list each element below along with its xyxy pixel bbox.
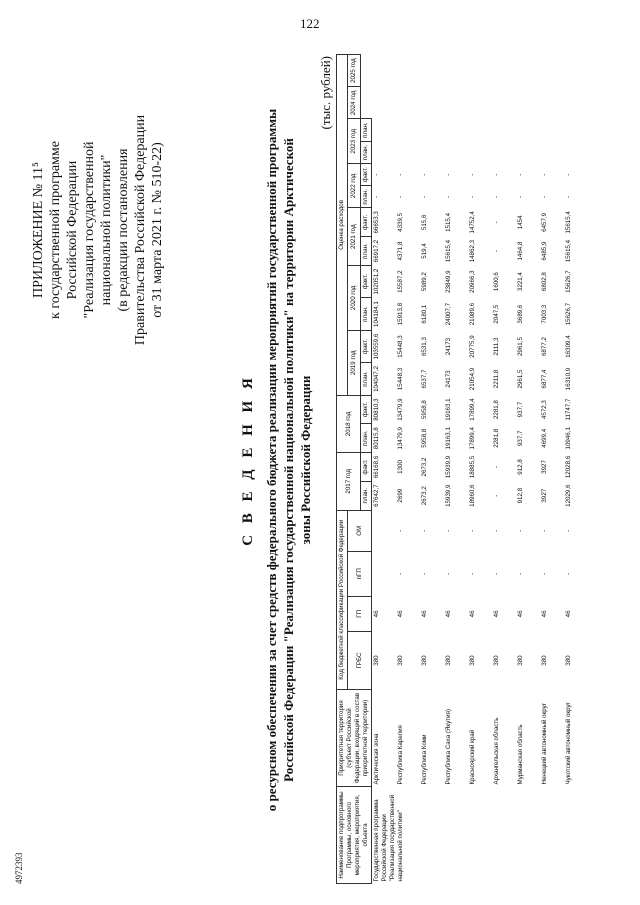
value-cell	[516, 141, 540, 163]
table-row	[564, 55, 588, 884]
header-kbk: Код бюджетной классификации Российской Федерации	[337, 510, 348, 689]
value-cell: -	[373, 195, 380, 198]
value-cell: 2673,2	[421, 457, 428, 477]
value-cell: 12028,6	[565, 455, 572, 479]
title-line: Российской Федерации "Реализация государственной национальной политики" на территории Арктической	[281, 138, 296, 782]
header-plan: план.	[361, 119, 372, 141]
landscape-page	[0, 30, 640, 890]
value-cell: 66653,3	[373, 211, 380, 234]
om-cell: -	[445, 529, 452, 532]
value-cell: 15626,7	[565, 270, 572, 293]
table-row	[492, 55, 516, 884]
value-cell: 16309,4	[565, 335, 572, 358]
gp-cell: 46	[469, 610, 476, 618]
value-cell: 2961,5	[517, 337, 524, 357]
value-cell	[468, 119, 492, 141]
header-plan: план.	[361, 141, 372, 163]
value-cell: 15913,8	[397, 302, 404, 326]
header-grbs: ГРБС	[348, 632, 372, 690]
value-cell: 2111,3	[493, 337, 500, 356]
value-cell: 19163,1	[445, 398, 452, 421]
header-fact: факт.	[361, 164, 372, 186]
value-cell: 15615,4	[565, 239, 572, 263]
document-code: 4972393	[14, 852, 24, 884]
value-cell	[372, 119, 397, 141]
appendix-line: "Реализация государственной	[82, 141, 97, 319]
value-cell: 13479,9	[397, 427, 404, 450]
territory-cell: Арктическая зона	[373, 733, 380, 785]
header-fact: факт.	[361, 395, 372, 424]
value-cell: 24173	[445, 370, 452, 388]
territory-cell: Республика Карелия	[397, 725, 404, 785]
value-cell	[540, 119, 564, 141]
value-cell: 1600,6	[493, 272, 500, 292]
pgp-cell: -	[397, 572, 404, 575]
value-cell	[444, 141, 468, 163]
header-territory: Приоритетная территория (субъект Российской Федерации, входящий в состав приоритетной территории)	[337, 690, 372, 787]
territory-cell: Ненецкий автономный округ	[541, 703, 548, 785]
value-cell: 937,7	[517, 430, 524, 447]
value-cell: 18885,5	[469, 455, 476, 479]
value-cell: 3927	[541, 460, 548, 474]
appendix-line: от 31 марта 2021 г. № 510-22)	[150, 142, 165, 318]
value-cell: 15626,7	[565, 302, 572, 326]
grbs-cell: 380	[445, 655, 452, 666]
value-cell: 937,7	[517, 401, 524, 418]
grbs-cell: 380	[421, 655, 428, 666]
value-cell: 2673,2	[421, 486, 428, 506]
pgp-cell: -	[565, 572, 572, 575]
value-cell	[564, 119, 588, 141]
territory-cell: Архангельская область	[493, 717, 500, 785]
value-cell	[540, 141, 564, 163]
gp-cell: 46	[421, 610, 428, 618]
gp-cell: 46	[373, 610, 380, 618]
value-cell: -	[541, 195, 548, 198]
appendix-line: ПРИЛОЖЕНИЕ № 11⁵	[31, 162, 46, 298]
value-cell	[444, 119, 468, 141]
value-cell: 13479,9	[397, 398, 404, 421]
appendix-line: (в редакции постановления	[116, 148, 131, 312]
value-cell: 6537,7	[421, 369, 428, 389]
value-cell: -	[469, 173, 476, 176]
title-line: зоны Российской Федерации	[298, 375, 313, 545]
value-cell: 6457,9	[541, 212, 548, 232]
resource-table	[336, 54, 588, 884]
om-cell: -	[517, 529, 524, 532]
value-cell: 5958,8	[421, 400, 428, 420]
value-cell: -	[493, 173, 500, 176]
header-year: 2023 год	[348, 119, 361, 164]
territory-cell: Чукотский автономный округ	[565, 702, 572, 785]
value-cell: 2047,5	[493, 304, 500, 324]
table-row	[444, 55, 468, 884]
gp-cell: 46	[445, 610, 452, 618]
territory-cell: Красноярский край	[469, 729, 476, 785]
table-row	[396, 55, 420, 884]
value-cell: 1300	[397, 460, 404, 474]
appendix-line: национальной политики"	[99, 154, 114, 306]
territory-cell: Республика Саха (Якутия)	[445, 708, 452, 785]
value-cell: 3689,6	[517, 304, 524, 324]
gp-cell: 46	[517, 610, 524, 618]
value-cell: 104184,1	[373, 301, 380, 327]
header-plan: план.	[361, 237, 372, 266]
value-cell: 2961,5	[517, 369, 524, 389]
pgp-cell: -	[517, 572, 524, 575]
value-cell: 4339,5	[397, 212, 404, 232]
grbs-cell: 380	[469, 655, 476, 666]
value-cell: 14862,3	[469, 239, 476, 263]
units-label: (тыс. рублей)	[318, 56, 333, 130]
header-plan: план.	[361, 363, 372, 395]
value-cell: 102051,2	[373, 268, 380, 295]
grbs-cell: 380	[541, 655, 548, 666]
value-cell: 11747,7	[565, 398, 572, 421]
value-cell	[372, 141, 397, 163]
value-cell: -	[493, 195, 500, 198]
value-cell: 103559,6	[373, 333, 380, 360]
value-cell: 17899,4	[469, 398, 476, 421]
value-cell: 19163,1	[445, 427, 452, 450]
value-cell	[396, 119, 420, 141]
value-cell	[396, 141, 420, 163]
value-cell: -	[493, 221, 500, 224]
value-cell: 2281,8	[493, 428, 500, 448]
value-cell: 5958,8	[421, 428, 428, 448]
header-year: 2022 год	[348, 164, 361, 208]
om-cell: -	[421, 529, 428, 532]
grbs-cell: 380	[397, 655, 404, 666]
value-cell: -	[445, 195, 452, 198]
value-cell: 2211,8	[493, 369, 500, 389]
header-om: ОМ	[348, 510, 372, 551]
value-cell: 519,4	[421, 243, 428, 259]
value-cell: 66917,2	[373, 239, 380, 263]
value-cell: -	[445, 173, 452, 176]
value-cell: 15587,2	[397, 270, 404, 293]
gp-cell: 46	[565, 610, 572, 618]
value-cell: 10946,1	[565, 427, 572, 450]
header-plan: план.	[361, 298, 372, 330]
value-cell: -	[517, 173, 524, 176]
header-plan: план.	[361, 481, 372, 510]
header-pgp: пГП	[348, 551, 372, 596]
value-cell: 15448,3	[397, 335, 404, 358]
header-year: 2019 год	[348, 330, 361, 395]
appendix-line: Российской Федерации	[65, 160, 80, 300]
om-cell: -	[541, 529, 548, 532]
header-year: 2024 год	[348, 87, 361, 119]
value-cell: 6802,8	[541, 272, 548, 292]
value-cell: 5989,2	[421, 272, 428, 292]
value-cell: 1515,4	[445, 212, 452, 232]
value-cell: 67642,7	[373, 484, 380, 507]
pgp-cell: -	[445, 572, 452, 575]
appendix-line: к государственной программе	[48, 141, 63, 319]
table-row	[516, 55, 540, 884]
value-cell: -	[373, 173, 380, 176]
value-cell: 16310,9	[565, 367, 572, 391]
value-cell: 15939,9	[445, 455, 452, 479]
value-cell: 3221,4	[517, 272, 524, 292]
value-cell: 4572,3	[541, 400, 548, 420]
value-cell: 515,6	[421, 214, 428, 231]
table-row	[372, 55, 397, 884]
header-year: 2021 год	[348, 208, 361, 265]
grbs-cell: 380	[565, 655, 572, 666]
header-fact: факт.	[361, 208, 372, 237]
title-heading: С В Е Д Е Н И Я	[240, 374, 256, 546]
value-cell	[492, 119, 516, 141]
pgp-cell: -	[469, 572, 476, 575]
value-cell: 24007,7	[445, 302, 452, 326]
header-plan: план.	[361, 186, 372, 208]
value-cell	[564, 141, 588, 163]
value-cell: -	[397, 195, 404, 198]
gp-cell: 46	[541, 610, 548, 618]
grbs-cell: 380	[517, 655, 524, 666]
value-cell: -	[517, 195, 524, 198]
value-cell: 80115,8	[373, 427, 380, 450]
header-name: Наименование подпрограммы Программы, основного мероприятия, мероприятия, объекта	[337, 787, 372, 884]
pgp-cell: -	[541, 572, 548, 575]
value-cell: -	[565, 173, 572, 176]
header-year: 2025 год	[348, 55, 361, 87]
value-cell: -	[421, 195, 428, 198]
grbs-cell: 380	[373, 655, 380, 666]
page-number: 122	[300, 16, 320, 31]
value-cell: 20775,9	[469, 335, 476, 358]
om-cell	[372, 510, 397, 551]
territory-cell: Мурманская область	[517, 724, 524, 785]
document-title	[240, 70, 314, 850]
om-cell: -	[493, 529, 500, 532]
table-row	[540, 55, 564, 884]
pgp-cell	[372, 551, 397, 596]
value-cell: 2699	[397, 488, 404, 503]
gp-cell: 46	[397, 610, 404, 618]
value-cell	[468, 141, 492, 163]
title-line: о ресурсном обеспечении за счет средств федерального бюджета реализации мероприятий государственной программы	[264, 108, 279, 812]
om-cell: -	[469, 529, 476, 532]
header-fact: факт.	[361, 453, 372, 482]
value-cell: 7003,3	[541, 304, 548, 324]
table-row	[468, 55, 492, 884]
value-cell: 14752,4	[469, 211, 476, 234]
value-cell	[516, 119, 540, 141]
value-cell: 15448,3	[397, 367, 404, 391]
value-cell	[492, 141, 516, 163]
value-cell: -	[493, 494, 500, 497]
value-cell: 21054,9	[469, 367, 476, 391]
value-cell: 1464,8	[517, 241, 524, 261]
value-cell: 104047,2	[373, 366, 380, 392]
value-cell: 6531,3	[421, 337, 428, 357]
value-cell: -	[469, 195, 476, 198]
appendix-line: Правительства Российской Федерации	[133, 114, 148, 346]
value-cell: -	[397, 173, 404, 176]
table-row	[420, 55, 444, 884]
om-cell: -	[565, 529, 572, 532]
value-cell: 12029,6	[565, 484, 572, 507]
program-name-cell: Государственная программа Российской Федерации "Реализация государственной национальной политики"	[373, 794, 404, 882]
territory-cell: Республика Коми	[421, 734, 428, 785]
appendix-block	[30, 50, 166, 410]
value-cell: -	[421, 173, 428, 176]
value-cell: -	[493, 250, 500, 253]
header-year: 2017 год	[337, 453, 361, 510]
value-cell: 24173	[445, 337, 452, 356]
value-cell: 15939,9	[445, 484, 452, 507]
value-cell: 4699,4	[541, 428, 548, 448]
gp-cell: 46	[493, 610, 500, 618]
value-cell: 17899,4	[469, 427, 476, 450]
header-fact: факт.	[361, 330, 372, 362]
value-cell: 6877,4	[541, 369, 548, 389]
value-cell: 6877,2	[541, 337, 548, 357]
value-cell: 6180,1	[421, 304, 428, 324]
value-cell: 6485,9	[541, 241, 548, 261]
value-cell: 18960,6	[469, 484, 476, 507]
header-estimate: Оценка расходов	[337, 55, 348, 396]
grbs-cell: 380	[493, 655, 500, 666]
value-cell: -	[541, 173, 548, 176]
value-cell: 15615,4	[445, 239, 452, 263]
pgp-cell: -	[493, 572, 500, 575]
value-cell	[420, 119, 444, 141]
value-cell: 80810,3	[373, 398, 380, 421]
value-cell: 4371,8	[397, 241, 404, 261]
header-year: 2020 год	[348, 265, 361, 330]
value-cell: 20966,3	[469, 270, 476, 293]
header-plan: план.	[361, 424, 372, 453]
value-cell: 912,8	[517, 487, 524, 504]
om-cell: -	[397, 529, 404, 532]
value-cell	[420, 141, 444, 163]
value-cell: 21089,6	[469, 302, 476, 326]
value-cell: 3927	[541, 488, 548, 503]
value-cell: 66168,6	[373, 455, 380, 479]
value-cell: -	[565, 195, 572, 198]
value-cell: 912,8	[517, 459, 524, 475]
header-fact: факт.	[361, 265, 372, 297]
value-cell: -	[493, 465, 500, 469]
header-year: 2018 год	[337, 395, 361, 452]
pgp-cell: -	[421, 572, 428, 575]
value-cell: 1454	[517, 215, 524, 230]
header-gp: ГП	[348, 596, 372, 631]
value-cell: 2281,8	[493, 400, 500, 420]
value-cell: 15615,4	[565, 211, 572, 234]
value-cell: 23849,9	[445, 270, 452, 293]
